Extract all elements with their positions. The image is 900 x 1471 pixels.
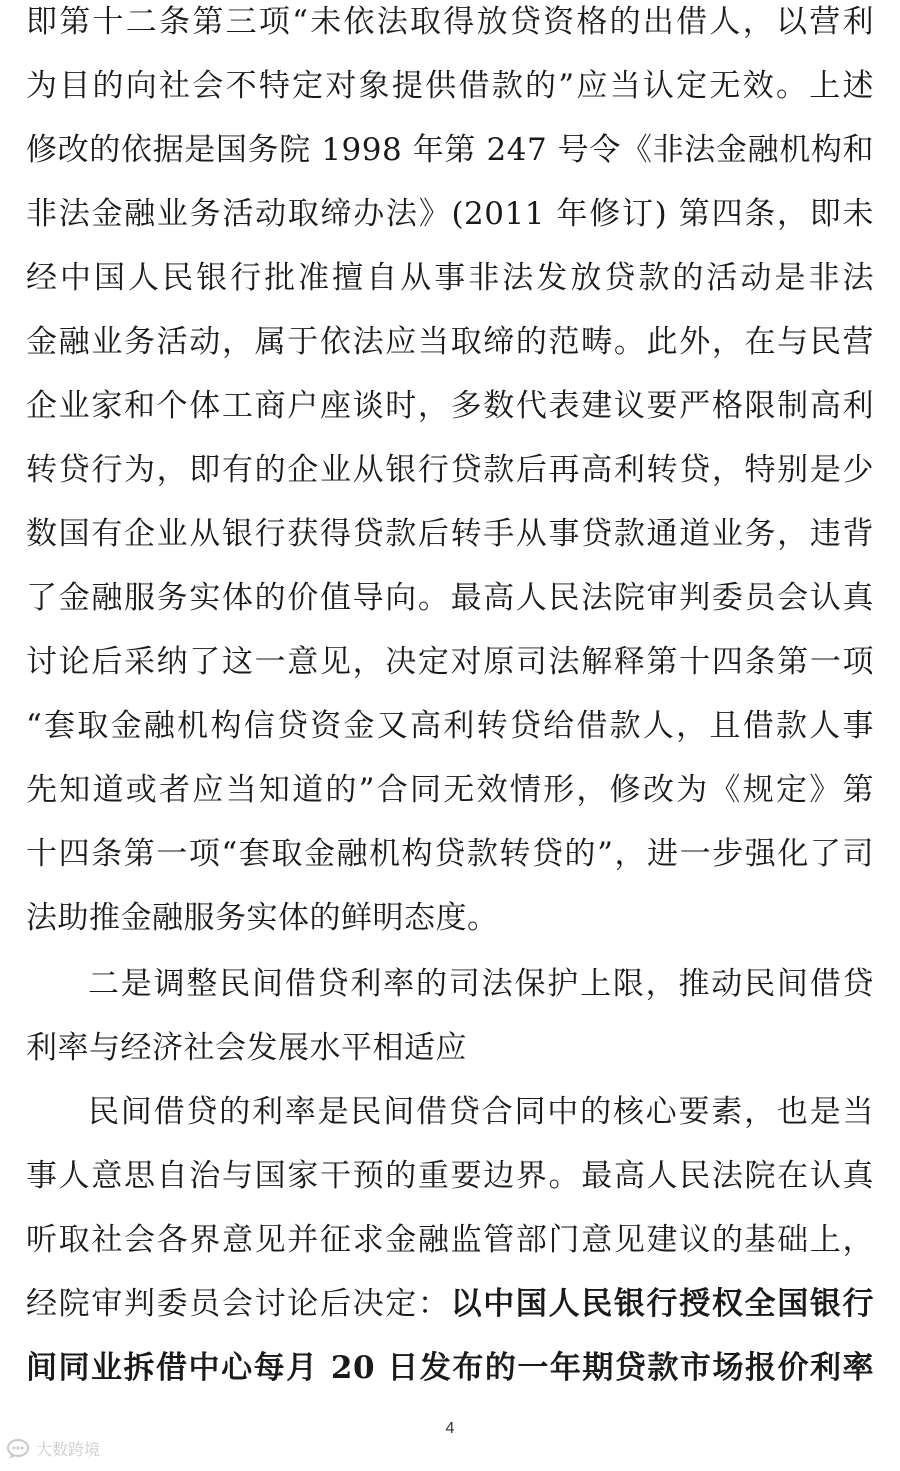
paragraph-line: 非法金融业务活动取缔办法》(2011 年修订) 第四条，即未 <box>26 196 874 232</box>
paragraph-line: 为目的向社会不特定对象提供借款的”应当认定无效。上述 <box>26 68 874 104</box>
paragraph-line: 先知道或者应当知道的”合同无效情形，修改为《规定》第 <box>26 772 874 808</box>
speech-bubble-logo-icon <box>6 1438 32 1460</box>
watermark-text: 大数跨境 <box>36 1440 101 1459</box>
paragraph-line: 事人意思自治与国家干预的重要边界。最高人民法院在认真 <box>26 1158 874 1194</box>
bold-text: 以中国人民银行授权全国银行 <box>450 1286 875 1322</box>
paragraph-line: 修改的依据是国务院 1998 年第 247 号令《非法金融机构和 <box>26 132 874 168</box>
paragraph-line: 数国有企业从银行获得贷款后转手从事贷款通道业务，违背 <box>26 516 874 552</box>
section-heading-line: 二是调整民间借贷利率的司法保护上限，推动民间借贷 <box>88 966 874 1002</box>
mixed-emphasis-line <box>26 1272 874 1336</box>
plain-text: 经院审判委员会讨论后决定： <box>26 1286 451 1322</box>
paragraph-line: 十四条第一项“套取金融机构贷款转贷的”，进一步强化了司 <box>26 836 874 872</box>
paragraph-line: 企业家和个体工商户座谈时，多数代表建议要严格限制高利 <box>26 388 874 424</box>
paragraph-line: 讨论后采纳了这一意见，决定对原司法解释第十四条第一项 <box>26 644 874 680</box>
paragraph-line: 法助推金融服务实体的鲜明态度。 <box>26 900 499 936</box>
paragraph-line: 听取社会各界意见并征求金融监管部门意见建议的基础上， <box>26 1222 874 1258</box>
paragraph-line: 转贷行为，即有的企业从银行贷款后再高利转贷，特别是少 <box>26 452 874 488</box>
paragraph-line: 了金融服务实体的价值导向。最高人民法院审判委员会认真 <box>26 580 874 616</box>
paragraph-line: “套取金融机构信贷资金又高利转贷给借款人，且借款人事 <box>26 708 874 744</box>
paragraph-line: 即第十二条第三项“未依法取得放贷资格的出借人，以营利 <box>26 4 874 40</box>
watermark <box>6 1437 100 1460</box>
paragraph-line: 经中国人民银行批准擅自从事非法发放贷款的活动是非法 <box>26 260 874 296</box>
paragraph-line: 金融业务活动，属于依法应当取缔的范畴。此外，在与民营 <box>26 324 874 360</box>
bold-paragraph-line: 间同业拆借中心每月 20 日发布的一年期贷款市场报价利率 <box>26 1350 874 1386</box>
paragraph-line: 民间借贷的利率是民间借贷合同中的核心要素，也是当 <box>88 1094 874 1130</box>
section-heading-line: 利率与经济社会发展水平相适应 <box>26 1030 467 1066</box>
page-number: 4 <box>445 1420 455 1437</box>
